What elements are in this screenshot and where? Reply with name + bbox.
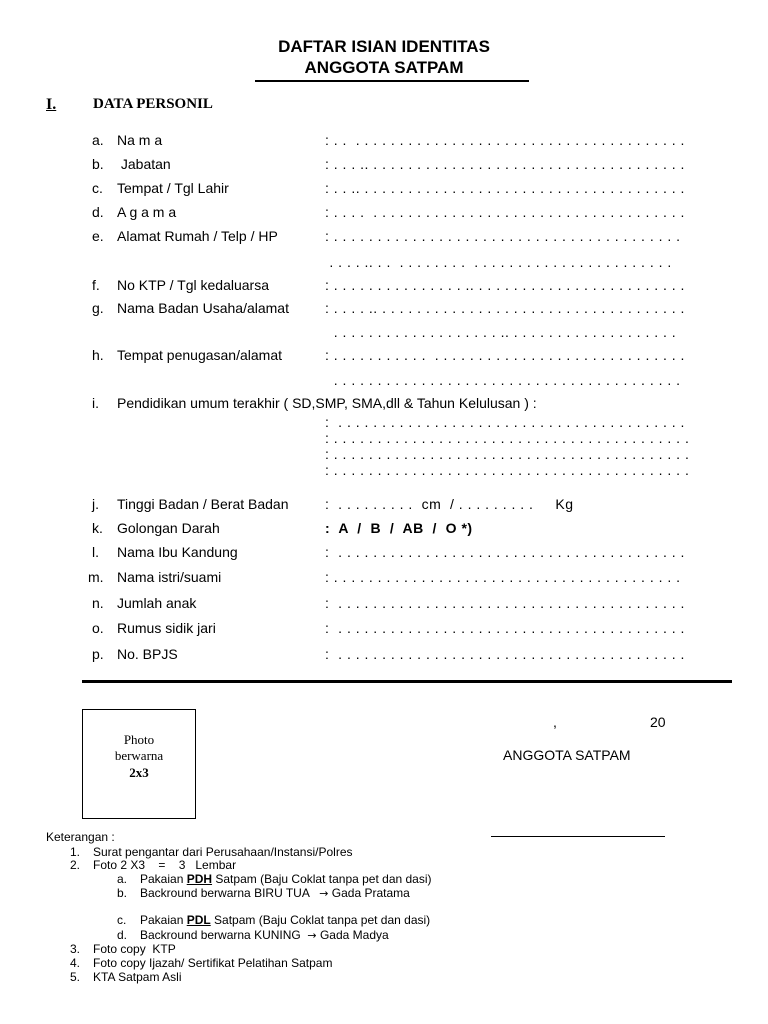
blood-type-options[interactable]: : A / B / AB / O *) xyxy=(325,520,473,536)
field-letter: l. xyxy=(92,544,99,560)
field-row-alamat-rumah xyxy=(0,227,768,245)
education-entry-line[interactable]: : . . . . . . . . . . . . . . . . . . . . . . . . . . . . . . . . . . . . . . . . xyxy=(325,414,685,430)
field-entry-line-continuation[interactable]: . . . . .. . . . . . . . . . . . . . . . . . . . . . . . . . . . . . . . . . xyxy=(325,254,672,270)
field-entry-line[interactable]: : . . . . . . . . . . . . . . . . . . . . . . . . . . . . . . . . . . . . . . . . xyxy=(325,569,681,585)
note-text: Foto copy KTP xyxy=(93,942,176,956)
field-label: Tempat penugasan/alamat xyxy=(117,347,282,363)
note-text: Foto copy Ijazah/ Sertifikat Pelatihan Satpam xyxy=(93,956,333,970)
field-row-nama-badan-usaha xyxy=(0,299,768,317)
field-letter: d. xyxy=(92,204,104,220)
note-text: KTA Satpam Asli xyxy=(93,970,182,984)
photo-label-line2: berwarna xyxy=(114,748,164,763)
field-letter: k. xyxy=(92,520,103,536)
field-letter: f. xyxy=(92,277,100,293)
field-row-nama-ibu xyxy=(0,543,768,561)
photo-size-label: 2x3 xyxy=(129,765,149,780)
field-label: Jabatan xyxy=(117,156,171,172)
note-sub-text: Backround berwarna KUNING → Gada Madya xyxy=(140,928,389,942)
field-letter: o. xyxy=(92,620,104,636)
field-entry-line[interactable]: : . . . . . . . . . . . . . . . . . . . . . . . . . . . . . . . . . . . . . . . . xyxy=(325,595,685,611)
signature-title: ANGGOTA SATPAM xyxy=(503,747,631,763)
field-label: Nama Badan Usaha/alamat xyxy=(117,300,289,316)
field-row-no-ktp xyxy=(0,276,768,294)
education-entry-line[interactable]: : . . . . . . . . . . . . . . . . . . . . . . . . . . . . . . . . . . . . . . . . . xyxy=(325,430,690,446)
form-title-line1: DAFTAR ISIAN IDENTITAS xyxy=(278,37,490,56)
right-arrow-icon: → xyxy=(319,887,329,900)
field-entry-line[interactable]: : . . . . . . . . . . . . . . . .. . . . . . . . . . . . . . . . . . . . . . . . . xyxy=(325,277,685,293)
field-row-nama xyxy=(0,131,768,149)
field-label: Rumus sidik jari xyxy=(117,620,216,636)
field-row-pendidikan xyxy=(0,394,768,412)
field-entry-line[interactable]: : . . . . . . . . . . . . . . . . . . . . . . . . . . . . . . . . . . . . . . . . xyxy=(325,204,685,220)
section-divider xyxy=(82,680,732,683)
note-sub-letter: c. xyxy=(117,913,127,927)
field-entry-line-continuation[interactable]: . . . . . . . . . . . . . . . . . . . . . . . . . . . . . . . . . . . . . . . . xyxy=(325,372,681,388)
note-number: 5. xyxy=(70,970,81,984)
field-letter: e. xyxy=(92,228,104,244)
field-row-tinggi-berat xyxy=(0,495,768,513)
field-row-nama-istri-suami xyxy=(0,568,768,586)
field-label: Nama istri/suami xyxy=(117,569,222,585)
note-number: 1. xyxy=(70,845,81,859)
field-label: A g a m a xyxy=(117,204,177,220)
field-letter: b. xyxy=(92,156,104,172)
note-text: Foto 2 X3 = 3 Lembar xyxy=(93,858,237,872)
field-entry-line[interactable]: : . . . . . . . . . . . . . . . . . . . . . . . . . . . . . . . . . . . . . . . . xyxy=(325,620,685,636)
education-entry-line[interactable]: : . . . . . . . . . . . . . . . . . . . . . . . . . . . . . . . . . . . . . . . . . xyxy=(325,446,690,462)
field-letter: j. xyxy=(92,496,99,512)
note-sub-letter: d. xyxy=(117,928,128,942)
field-entry-line[interactable]: : . . . . . . . . . cm / . . . . . . . . . Kg xyxy=(325,496,574,512)
field-letter: c. xyxy=(92,180,103,196)
field-entry-line[interactable]: : . . . . . . . . . . . . . . . . . . . . . . . . . . . . . . . . . . . . . . . . xyxy=(325,132,685,148)
notes-heading: Keterangan : xyxy=(46,830,115,844)
field-label: Tinggi Badan / Berat Badan xyxy=(117,496,289,512)
note-text: Surat pengantar dari Perusahaan/Instansi/Polres xyxy=(93,845,353,859)
field-entry-line[interactable]: : . . . . . . . . . . . . . . . . . . . . . . . . . . . . . . . . . . . . . . . . xyxy=(325,228,681,244)
field-label: Tempat / Tgl Lahir xyxy=(117,180,229,196)
field-label: Golongan Darah xyxy=(117,520,220,536)
field-row-jabatan xyxy=(0,155,768,173)
field-letter: i. xyxy=(92,395,99,411)
field-entry-line[interactable]: : . . . . . . . . . . . . . . . . . . . . . . . . . . . . . . . . . . . . . . . . xyxy=(325,347,685,363)
field-entry-line[interactable]: : . . . . . . . . . . . . . . . . . . . . . . . . . . . . . . . . . . . . . . . . xyxy=(325,544,685,560)
field-entry-line-continuation[interactable]: . . . . . . . . . . . . . . . . . . . .. . . . . . . . . . . . . . . . . . . . xyxy=(325,324,677,340)
field-letter: n. xyxy=(92,595,104,611)
note-sub-letter: b. xyxy=(117,886,128,900)
field-letter: a. xyxy=(92,132,104,148)
field-row-jumlah-anak xyxy=(0,594,768,612)
note-sub-text: Backround berwarna BIRU TUA → Gada Pratama xyxy=(140,886,410,900)
section-number: I. xyxy=(46,96,57,113)
field-row-golongan-darah xyxy=(0,519,768,537)
signature-place-date-comma: , xyxy=(553,714,557,730)
note-number: 2. xyxy=(70,858,81,872)
photo-placeholder-box xyxy=(82,709,196,819)
field-label: Jumlah anak xyxy=(117,595,197,611)
note-sub-text: Pakaian PDH Satpam (Baju Coklat tanpa pet dan dasi) xyxy=(140,872,432,886)
field-label: No. BPJS xyxy=(117,646,178,662)
field-entry-line[interactable]: : . . . . . . . . . . . . . . . . . . . . . . . . . . . . . . . . . . . . . . . . xyxy=(325,646,685,662)
field-entry-line[interactable]: : . . . . .. . . . . . . . . . . . . . . . . . . . . . . . . . . . . . . . . . . . xyxy=(325,300,685,316)
note-sub-letter: a. xyxy=(117,872,128,886)
field-letter: p. xyxy=(92,646,104,662)
field-letter: g. xyxy=(92,300,104,316)
right-arrow-icon: → xyxy=(307,929,317,942)
field-label: Na m a xyxy=(117,132,163,148)
field-entry-line[interactable]: : . . . .. . . . . . . . . . . . . . . . . . . . . . . . . . . . . . . . . . . . . xyxy=(325,156,685,172)
note-sub-text: Pakaian PDL Satpam (Baju Coklat tanpa pet dan dasi) xyxy=(140,913,431,927)
note-number: 3. xyxy=(70,942,81,956)
field-entry-line[interactable]: : . . .. . . . . . . . . . . . . . . . . . . . . . . . . . . . . . . . . . . . . . xyxy=(325,180,685,196)
note-number: 4. xyxy=(70,956,81,970)
field-row-agama xyxy=(0,203,768,221)
signature-year-prefix: 20 xyxy=(650,714,666,730)
form-title-line2: ANGGOTA SATPAM xyxy=(304,58,464,77)
field-row-tempat-tgl-lahir xyxy=(0,179,768,197)
field-label: Pendidikan umum terakhir ( SD,SMP, SMA,dll & Tahun Kelulusan ) : xyxy=(117,395,537,411)
field-label: Alamat Rumah / Telp / HP xyxy=(117,228,278,244)
signature-line xyxy=(491,836,665,837)
field-letter: h. xyxy=(92,347,104,363)
section-title: DATA PERSONIL xyxy=(93,96,213,112)
field-label: Nama Ibu Kandung xyxy=(117,544,238,560)
field-letter: m. xyxy=(88,569,104,585)
field-row-no-bpjs xyxy=(0,645,768,663)
field-row-rumus-sidik-jari xyxy=(0,619,768,637)
photo-label-line1: Photo xyxy=(123,732,155,747)
title-underline xyxy=(255,80,529,82)
field-row-tempat-penugasan xyxy=(0,346,768,364)
education-entry-line[interactable]: : . . . . . . . . . . . . . . . . . . . . . . . . . . . . . . . . . . . . . . . . . xyxy=(325,462,690,478)
field-label: No KTP / Tgl kedaluarsa xyxy=(117,277,270,293)
